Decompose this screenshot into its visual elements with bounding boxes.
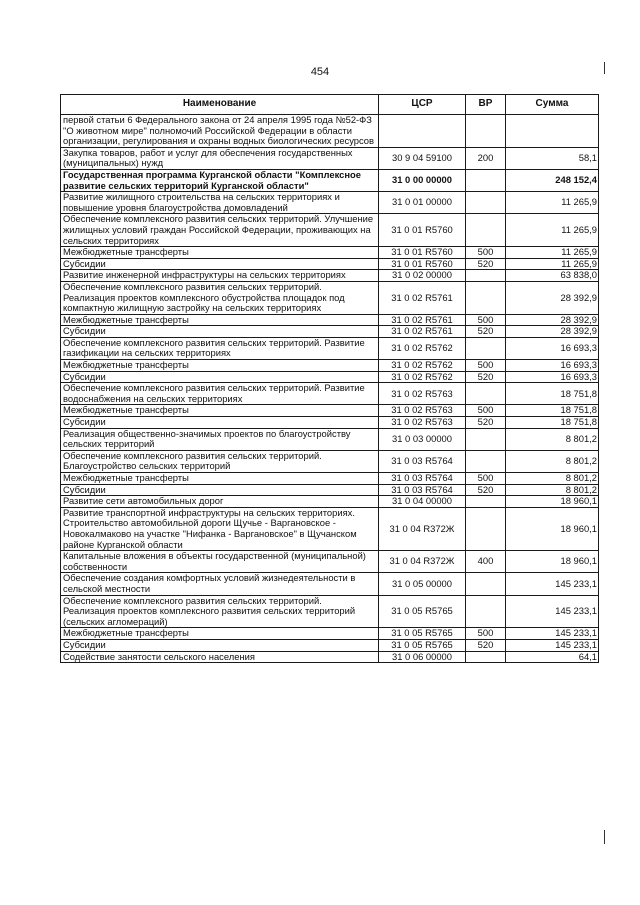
- cell-vr: 200: [466, 147, 506, 169]
- cell-name: Развитие инженерной инфраструктуры на сельских территориях: [61, 270, 379, 282]
- cell-vr: [466, 270, 506, 282]
- table-row: [61, 496, 599, 508]
- cell-sum: 16 693,3: [506, 360, 599, 372]
- cell-csr: 31 0 04 00000: [379, 496, 466, 508]
- table-row: [61, 147, 599, 169]
- cell-sum: 18 960,1: [506, 496, 599, 508]
- table-row: [61, 595, 599, 628]
- cell-csr: 31 0 06 00000: [379, 651, 466, 663]
- cell-vr: [466, 651, 506, 663]
- cell-vr: [466, 383, 506, 405]
- page-number: 454: [310, 66, 330, 78]
- cell-vr: 500: [466, 405, 506, 417]
- cell-vr: 520: [466, 326, 506, 338]
- table-row: [61, 314, 599, 326]
- cell-name: Межбюджетные трансферты: [61, 473, 379, 485]
- cell-name: Субсидии: [61, 371, 379, 383]
- table-row: [61, 326, 599, 338]
- table-row: [61, 247, 599, 259]
- cell-csr: 31 0 05 R5765: [379, 639, 466, 651]
- cell-sum: 8 801,2: [506, 484, 599, 496]
- cell-sum: 145 233,1: [506, 639, 599, 651]
- cell-name: Реализация общественно-значимых проектов по благоустройству сельских территорий: [61, 428, 379, 450]
- cell-name: Развитие сети автомобильных дорог: [61, 496, 379, 508]
- cell-sum: 18 751,8: [506, 405, 599, 417]
- table-header-row: [61, 95, 599, 115]
- table-row: [61, 639, 599, 651]
- cell-sum: 11 265,9: [506, 247, 599, 259]
- cell-vr: 500: [466, 473, 506, 485]
- cell-sum: 8 801,2: [506, 450, 599, 472]
- cell-sum: 248 152,4: [506, 169, 599, 191]
- table-row: [61, 428, 599, 450]
- cell-sum: 8 801,2: [506, 473, 599, 485]
- cell-name: Закупка товаров, работ и услуг для обеспечения государственных (муниципальных) нужд: [61, 147, 379, 169]
- cell-sum: 16 693,3: [506, 371, 599, 383]
- cell-csr: 31 0 02 R5763: [379, 405, 466, 417]
- margin-mark: [604, 62, 605, 74]
- cell-vr: [466, 595, 506, 628]
- cell-sum: 64,1: [506, 651, 599, 663]
- cell-name: Межбюджетные трансферты: [61, 405, 379, 417]
- cell-csr: 31 0 03 R5764: [379, 450, 466, 472]
- cell-sum: 11 265,9: [506, 214, 599, 247]
- cell-name: Обеспечение комплексного развития сельских территорий. Благоустройство сельских территорий: [61, 450, 379, 472]
- cell-sum: 16 693,3: [506, 337, 599, 359]
- cell-csr: 31 0 05 00000: [379, 573, 466, 595]
- cell-csr: 31 0 04 R372Ж: [379, 507, 466, 550]
- cell-vr: 520: [466, 258, 506, 270]
- cell-vr: [466, 428, 506, 450]
- table-row: [61, 169, 599, 191]
- cell-csr: 31 0 02 R5761: [379, 314, 466, 326]
- cell-vr: [466, 281, 506, 314]
- cell-name: Межбюджетные трансферты: [61, 247, 379, 259]
- cell-vr: 500: [466, 247, 506, 259]
- table-row: [61, 573, 599, 595]
- cell-name: Обеспечение комплексного развития сельских территорий. Развитие водоснабжения на сельских территориях: [61, 383, 379, 405]
- cell-csr: 31 0 02 R5761: [379, 281, 466, 314]
- cell-sum: 11 265,9: [506, 192, 599, 214]
- cell-name: Капитальные вложения в объекты государственной (муниципальной) собственности: [61, 551, 379, 573]
- table-row: [61, 473, 599, 485]
- cell-csr: 31 0 02 00000: [379, 270, 466, 282]
- cell-csr: 31 0 05 R5765: [379, 628, 466, 640]
- margin-mark: [604, 830, 605, 844]
- table-row: [61, 270, 599, 282]
- cell-vr: 400: [466, 551, 506, 573]
- cell-sum: 18 960,1: [506, 507, 599, 550]
- cell-csr: 31 0 01 00000: [379, 192, 466, 214]
- cell-csr: 31 0 01 R5760: [379, 258, 466, 270]
- cell-csr: 31 0 02 R5761: [379, 326, 466, 338]
- cell-name: Обеспечение комплексного развития сельских территорий. Улучшение жилищных условий граждан Российской Федерации, проживающих на сельских территориях: [61, 214, 379, 247]
- table-row: [61, 651, 599, 663]
- cell-sum: 11 265,9: [506, 258, 599, 270]
- cell-sum: 18 960,1: [506, 551, 599, 573]
- cell-csr: 31 0 01 R5760: [379, 214, 466, 247]
- cell-name: Субсидии: [61, 484, 379, 496]
- cell-vr: 520: [466, 484, 506, 496]
- table-row: [61, 258, 599, 270]
- budget-table: [60, 94, 599, 663]
- table-row: [61, 214, 599, 247]
- cell-sum: 8 801,2: [506, 428, 599, 450]
- cell-vr: 500: [466, 314, 506, 326]
- cell-name: Субсидии: [61, 326, 379, 338]
- table-row: [61, 115, 599, 148]
- cell-name: первой статьи 6 Федерального закона от 24 апреля 1995 года №52-ФЗ "О животном мире" полномочий Российской Федерации в области организации, регулирования и охраны водных биологических ресурсов: [61, 115, 379, 148]
- cell-vr: [466, 337, 506, 359]
- cell-sum: 63 838,0: [506, 270, 599, 282]
- cell-name: Субсидии: [61, 639, 379, 651]
- table-row: [61, 405, 599, 417]
- table-row: [61, 360, 599, 372]
- cell-name: Межбюджетные трансферты: [61, 360, 379, 372]
- cell-name: Обеспечение комплексного развития сельских территорий. Реализация проектов комплексного развития сельских территорий (сельских агломераций): [61, 595, 379, 628]
- cell-csr: 31 0 00 00000: [379, 169, 466, 191]
- table-row: [61, 628, 599, 640]
- table-row: [61, 417, 599, 429]
- cell-csr: 31 0 02 R5762: [379, 337, 466, 359]
- cell-vr: [466, 450, 506, 472]
- cell-csr: 31 0 02 R5762: [379, 371, 466, 383]
- cell-name: Субсидии: [61, 417, 379, 429]
- cell-sum: 28 392,9: [506, 326, 599, 338]
- cell-name: Обеспечение создания комфортных условий жизнедеятельности в сельской местности: [61, 573, 379, 595]
- table-row: [61, 383, 599, 405]
- cell-name: Содействие занятости сельского населения: [61, 651, 379, 663]
- cell-csr: 31 0 03 R5764: [379, 473, 466, 485]
- cell-csr: 30 9 04 59100: [379, 147, 466, 169]
- cell-name: Межбюджетные трансферты: [61, 314, 379, 326]
- cell-sum: 145 233,1: [506, 628, 599, 640]
- cell-vr: 520: [466, 417, 506, 429]
- cell-csr: 31 0 03 R5764: [379, 484, 466, 496]
- cell-name: Развитие жилищного строительства на сельских территориях и повышение уровня благоустройства домовладений: [61, 192, 379, 214]
- cell-name: Государственная программа Курганской области "Комплексное развитие сельских территорий Курганской области": [61, 169, 379, 191]
- cell-csr: [379, 115, 466, 148]
- table-row: [61, 337, 599, 359]
- cell-sum: 58,1: [506, 147, 599, 169]
- cell-vr: 520: [466, 371, 506, 383]
- table-row: [61, 507, 599, 550]
- table-row: [61, 281, 599, 314]
- cell-csr: 31 0 05 R5765: [379, 595, 466, 628]
- cell-sum: 28 392,9: [506, 281, 599, 314]
- cell-csr: 31 0 02 R5762: [379, 360, 466, 372]
- cell-name: Обеспечение комплексного развития сельских территорий. Реализация проектов комплексного обустройства площадок под компактную жилищную застройку на сельских территориях: [61, 281, 379, 314]
- cell-name: Развитие транспортной инфраструктуры на сельских территориях. Строительство автомобильной дороги Щучье - Варгановское - Новокалмаково на участке "Нифанка - Варгановское" в Щучанском районе Курганской области: [61, 507, 379, 550]
- table-row: [61, 192, 599, 214]
- cell-vr: [466, 507, 506, 550]
- cell-vr: [466, 169, 506, 191]
- header-csr: ЦСР: [379, 95, 466, 115]
- cell-sum: 145 233,1: [506, 573, 599, 595]
- cell-vr: [466, 496, 506, 508]
- cell-name: Субсидии: [61, 258, 379, 270]
- cell-name: Межбюджетные трансферты: [61, 628, 379, 640]
- cell-csr: 31 0 02 R5763: [379, 383, 466, 405]
- cell-sum: 18 751,8: [506, 417, 599, 429]
- cell-sum: 28 392,9: [506, 314, 599, 326]
- cell-vr: [466, 192, 506, 214]
- cell-sum: [506, 115, 599, 148]
- table-row: [61, 484, 599, 496]
- cell-csr: 31 0 01 R5760: [379, 247, 466, 259]
- header-sum: Сумма: [506, 95, 599, 115]
- table-row: [61, 551, 599, 573]
- table-row: [61, 450, 599, 472]
- cell-vr: [466, 115, 506, 148]
- table-body: [61, 115, 599, 663]
- cell-vr: 500: [466, 360, 506, 372]
- header-vr: ВР: [466, 95, 506, 115]
- cell-vr: [466, 573, 506, 595]
- cell-csr: 31 0 04 R372Ж: [379, 551, 466, 573]
- cell-name: Обеспечение комплексного развития сельских территорий. Развитие газификации на сельских территориях: [61, 337, 379, 359]
- cell-csr: 31 0 03 00000: [379, 428, 466, 450]
- cell-csr: 31 0 02 R5763: [379, 417, 466, 429]
- cell-vr: 500: [466, 628, 506, 640]
- header-name: Наименование: [61, 95, 379, 115]
- cell-vr: [466, 214, 506, 247]
- cell-vr: 520: [466, 639, 506, 651]
- cell-sum: 18 751,8: [506, 383, 599, 405]
- cell-sum: 145 233,1: [506, 595, 599, 628]
- table-row: [61, 371, 599, 383]
